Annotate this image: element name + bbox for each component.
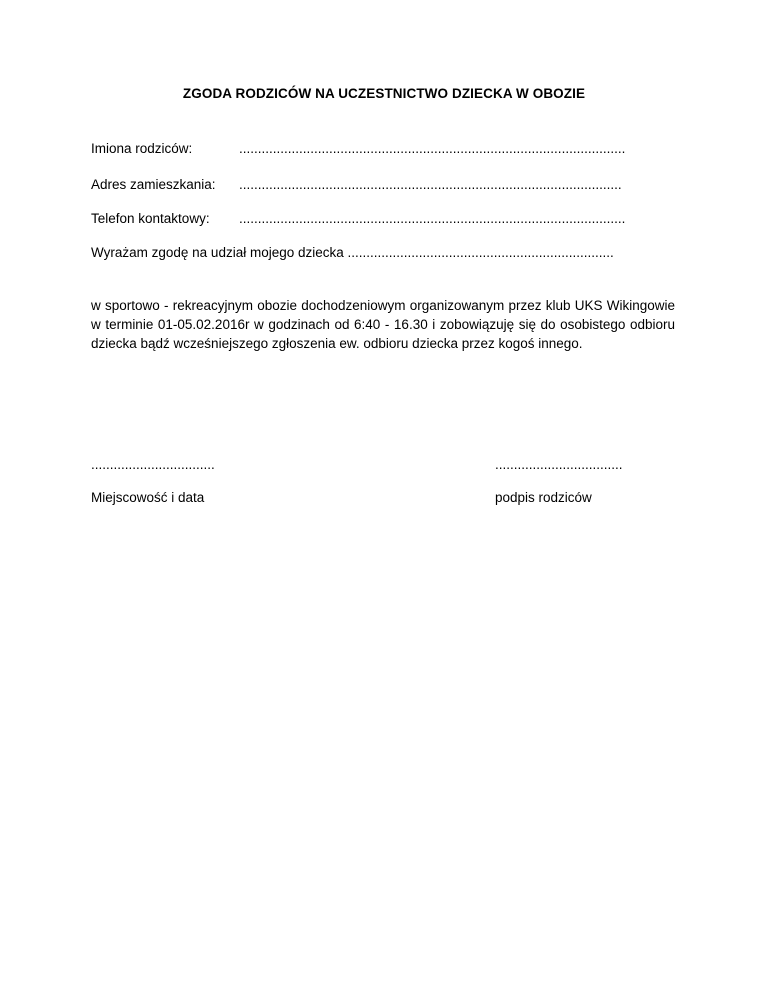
field-label-address: Adres zamieszkania: bbox=[91, 177, 216, 192]
signature-blank: .................................. bbox=[495, 457, 623, 472]
field-label-parents-names: Imiona rodziców: bbox=[91, 141, 193, 156]
signature-label: podpis rodziców bbox=[495, 490, 592, 505]
field-parents-names bbox=[91, 141, 625, 157]
field-blank-phone: ....................................................................................................... bbox=[239, 211, 626, 226]
field-blank-address: ...................................................................................................... bbox=[239, 177, 622, 192]
consent-line: Wyrażam zgodę na udział mojego dziecka ....................................................................... bbox=[91, 245, 614, 260]
consent-paragraph: w sportowo - rekreacyjnym obozie dochodzeniowym organizowanym przez klub UKS Wikingowie w terminie 01-05.02.2016r w godzinach od 6:40 - 16.30 i zobowiązuję się do osobistego odbioru dziecka bądź wcześniejszego zgłoszenia ew. odbioru dziecka przez kogoś innego. bbox=[91, 298, 675, 351]
place-date-blank: ................................. bbox=[91, 457, 215, 472]
place-date-label: Miejscowość i data bbox=[91, 490, 205, 505]
field-blank-parents-names: ....................................................................................................... bbox=[239, 141, 626, 156]
field-address bbox=[91, 177, 622, 193]
field-phone bbox=[91, 211, 625, 227]
field-label-phone: Telefon kontaktowy: bbox=[91, 211, 210, 226]
document-title: ZGODA RODZICÓW NA UCZESTNICTWO DZIECKA W OBOZIE bbox=[182, 86, 586, 101]
